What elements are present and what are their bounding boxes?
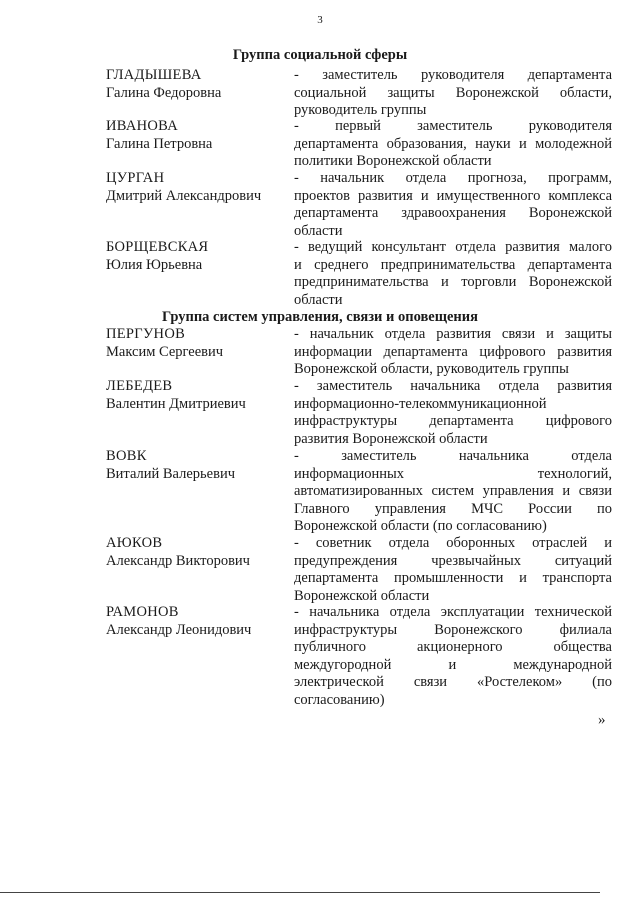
position-line: - ведущий консультант отдела развития малого xyxy=(294,239,612,255)
position-line: информационных технологий, xyxy=(294,465,612,482)
position-line: социальной защиты Воронежской области, xyxy=(294,84,612,101)
section-title-communications: Группа систем управления, связи и оповещения xyxy=(162,309,478,325)
member-name xyxy=(106,239,296,274)
member-surname: ПЕРГУНОВ xyxy=(106,326,186,342)
position-line: департамента образования, науки и молодежной xyxy=(294,135,612,152)
member-name xyxy=(106,170,296,205)
member-position xyxy=(294,378,612,448)
member-name xyxy=(106,535,296,570)
member-name xyxy=(106,118,296,153)
position-line: проектов развития и имущественного комплекса xyxy=(294,187,612,204)
member-position xyxy=(294,604,612,709)
member-given-name: Максим Сергеевич xyxy=(106,343,224,360)
position-line: информации департамента цифрового развития xyxy=(294,343,612,360)
position-line: инфраструктуры департамента цифрового xyxy=(294,413,612,429)
position-line: автоматизированных систем управления и связи xyxy=(294,483,612,499)
member-surname: ВОВК xyxy=(106,448,147,464)
member-surname: ЛЕБЕДЕВ xyxy=(106,378,173,394)
position-line: - начальник отдела прогноза, программ, xyxy=(294,170,612,186)
member-position xyxy=(294,170,612,240)
position-line: департамента здравоохранения Воронежской xyxy=(294,205,612,221)
member-surname: РАМОНОВ xyxy=(106,604,179,620)
position-line: согласованию) xyxy=(294,691,385,708)
member-given-name: Галина Петровна xyxy=(106,135,213,152)
member-name xyxy=(106,326,296,361)
page-number: 3 xyxy=(317,14,323,26)
member-name xyxy=(106,67,296,102)
continuation-mark: » xyxy=(598,712,606,728)
position-line: - заместитель начальника отдела развития xyxy=(294,378,612,394)
position-line: руководитель группы xyxy=(294,102,427,118)
position-line: Воронежской области, руководитель группы xyxy=(294,361,569,377)
position-line: - советник отдела оборонных отраслей и xyxy=(294,535,612,551)
position-line: области xyxy=(294,222,343,239)
member-given-name: Виталий Валерьевич xyxy=(106,465,235,482)
member-surname: ГЛАДЫШЕВА xyxy=(106,67,202,83)
member-position xyxy=(294,326,612,379)
position-line: Главного управления МЧС России по xyxy=(294,500,612,517)
position-line: департамента промышленности и транспорта xyxy=(294,570,612,586)
position-line: - заместитель руководителя департамента xyxy=(294,67,612,83)
member-surname: ЦУРГАН xyxy=(106,170,165,186)
position-line: публичного акционерного общества xyxy=(294,639,612,655)
member-name xyxy=(106,378,296,413)
section-title-social: Группа социальной сферы xyxy=(232,47,408,63)
member-given-name: Юлия Юрьевна xyxy=(106,256,203,273)
position-line: - заместитель начальника отдела xyxy=(294,448,612,464)
member-surname: АЮКОВ xyxy=(106,535,163,551)
position-line: Воронежской области xyxy=(294,587,430,604)
position-line: и среднего предпринимательства департамента xyxy=(294,256,612,273)
member-position xyxy=(294,535,612,605)
member-name xyxy=(106,448,296,483)
member-given-name: Валентин Дмитриевич xyxy=(106,395,246,412)
member-position xyxy=(294,448,612,536)
bottom-rule xyxy=(0,892,600,893)
member-given-name: Александр Викторович xyxy=(106,552,250,569)
member-given-name: Галина Федоровна xyxy=(106,84,222,101)
position-line: - начальник отдела развития связи и защиты xyxy=(294,326,612,342)
member-position xyxy=(294,118,612,171)
position-line: предпринимательства и торговли Воронежской xyxy=(294,274,612,290)
position-line: развития Воронежской области xyxy=(294,430,488,447)
position-line: - первый заместитель руководителя xyxy=(294,118,612,134)
position-line: информационно-телекоммуникационной xyxy=(294,395,547,412)
position-line: междугородной и международной xyxy=(294,656,612,673)
position-line: - начальника отдела эксплуатации технической xyxy=(294,604,612,620)
position-line: электрической связи «Ростелеком» (по xyxy=(294,674,612,690)
position-line: предупреждения чрезвычайных ситуаций xyxy=(294,552,612,569)
member-given-name: Дмитрий Александрович xyxy=(106,187,262,204)
member-position xyxy=(294,239,612,309)
position-line: Воронежской области (по согласованию) xyxy=(294,518,547,534)
member-given-name: Александр Леонидович xyxy=(106,621,252,638)
position-line: политики Воронежской области xyxy=(294,153,492,169)
position-line: инфраструктуры Воронежского филиала xyxy=(294,621,612,638)
position-line: области xyxy=(294,291,343,308)
member-surname: БОРЩЕВСКАЯ xyxy=(106,239,209,255)
member-name xyxy=(106,604,296,639)
member-position xyxy=(294,67,612,120)
member-surname: ИВАНОВА xyxy=(106,118,178,134)
